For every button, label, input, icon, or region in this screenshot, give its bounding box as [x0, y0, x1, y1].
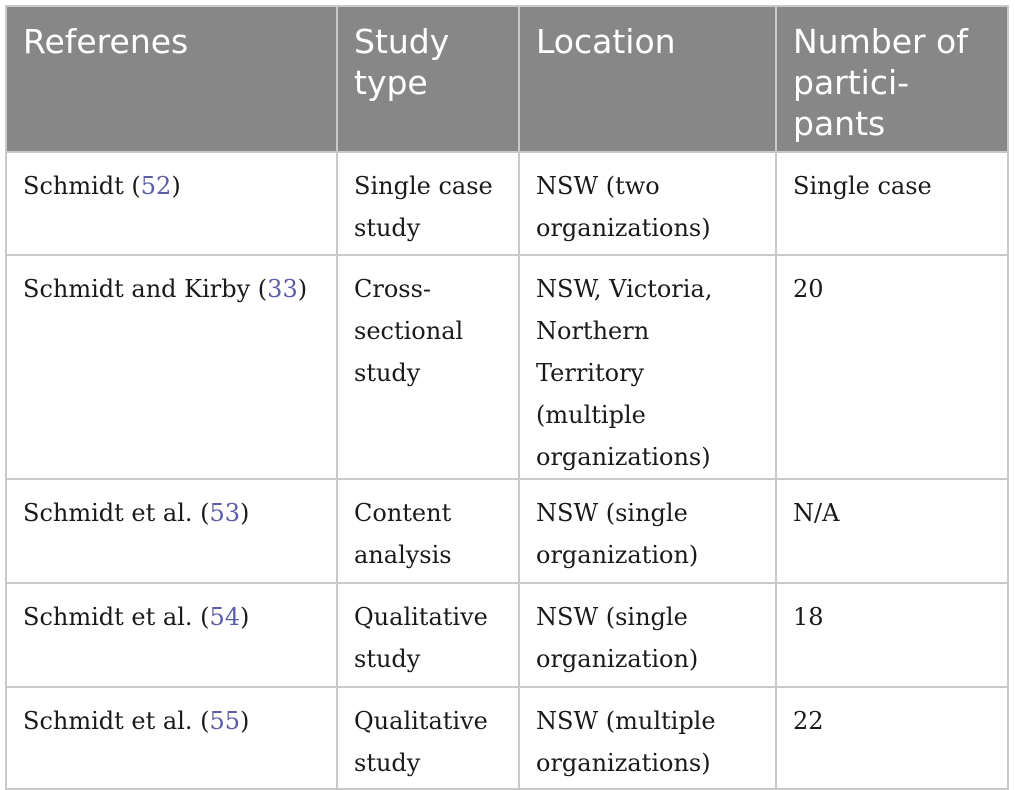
- table-row: [6, 479, 1008, 583]
- header-references: Referenes: [6, 6, 337, 152]
- cell-study-type: Cross-sectional study: [337, 255, 519, 479]
- cell-participants: 22: [776, 687, 1008, 789]
- cell-reference: Schmidt et al. (54): [6, 583, 337, 687]
- cell-reference: Schmidt (52): [6, 152, 337, 255]
- cell-location: NSW (single organization): [519, 583, 776, 687]
- cell-study-type: Qualitative study: [337, 583, 519, 687]
- table-row: [6, 255, 1008, 479]
- citation-link[interactable]: 54: [209, 603, 241, 631]
- header-location: Location: [519, 6, 776, 152]
- cell-location: NSW (two organizations): [519, 152, 776, 255]
- table-row: [6, 687, 1008, 789]
- cell-participants: 18: [776, 583, 1008, 687]
- cell-study-type: Qualitative study: [337, 687, 519, 789]
- author-name: Schmidt et al.: [23, 707, 193, 735]
- author-name: Schmidt and Kirby: [23, 275, 251, 303]
- cell-reference: Schmidt and Kirby (33): [6, 255, 337, 479]
- table-header-row: [6, 6, 1008, 152]
- table-row: [6, 152, 1008, 255]
- cell-study-type: Single case study: [337, 152, 519, 255]
- cell-participants: Single case: [776, 152, 1008, 255]
- header-participants: Number of partici-pants: [776, 6, 1008, 152]
- studies-table: [5, 5, 1009, 790]
- citation-link[interactable]: 53: [209, 499, 241, 527]
- cell-participants: 20: [776, 255, 1008, 479]
- author-name: Schmidt et al.: [23, 499, 193, 527]
- citation-link[interactable]: 52: [140, 172, 172, 200]
- cell-reference: Schmidt et al. (53): [6, 479, 337, 583]
- cell-location: NSW (single organization): [519, 479, 776, 583]
- cell-participants: N/A: [776, 479, 1008, 583]
- cell-study-type: Content analysis: [337, 479, 519, 583]
- table-row: [6, 583, 1008, 687]
- citation-link[interactable]: 33: [267, 275, 298, 303]
- cell-location: NSW, Victoria, Northern Territory (multiple organizations): [519, 255, 776, 479]
- author-name: Schmidt: [23, 172, 124, 200]
- author-name: Schmidt et al.: [23, 603, 193, 631]
- studies-table-container: [5, 5, 1007, 777]
- header-study-type: Study type: [337, 6, 519, 152]
- cell-location: NSW (multiple organizations): [519, 687, 776, 789]
- cell-reference: Schmidt et al. (55): [6, 687, 337, 789]
- citation-link[interactable]: 55: [209, 707, 241, 735]
